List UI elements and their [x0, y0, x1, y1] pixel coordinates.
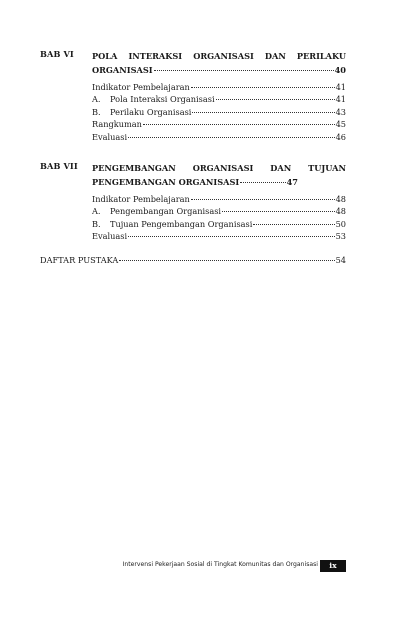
toc-entry[interactable]: [92, 93, 346, 105]
dot-leader: [128, 236, 335, 237]
entry-page-number: 54: [335, 255, 346, 265]
dot-leader: [191, 87, 335, 88]
toc-entry[interactable]: [92, 230, 346, 242]
entry-letter: B.: [92, 106, 101, 117]
title-word: INTERAKSI: [128, 51, 183, 61]
dot-leader: [222, 211, 335, 212]
chapter-label: BAB VII: [40, 161, 78, 171]
entry-page-number: 41: [335, 94, 346, 105]
entry-letter: B.: [92, 218, 101, 229]
entry-page-number: 48: [335, 206, 346, 217]
chapter-title[interactable]: [92, 49, 346, 77]
entry-page-number: 48: [335, 194, 346, 204]
entry-page-number: 53: [335, 231, 346, 242]
title-word: DAN: [264, 51, 286, 61]
dot-leader: [191, 199, 335, 200]
dot-leader: [128, 137, 335, 138]
dot-leader: [240, 182, 285, 183]
entry-text: Pola Interaksi Organisasi: [110, 94, 215, 105]
entry-page-number: 50: [335, 218, 346, 229]
dot-leader: [192, 112, 334, 113]
chapter-entries: [92, 193, 346, 243]
title-word: ORGANISASI: [192, 163, 254, 173]
entry-letter: A.: [92, 94, 101, 105]
title-continuation: ORGANISASI: [92, 65, 153, 75]
toc-entry-bibliography[interactable]: [40, 255, 346, 265]
chapter-page-number: 40: [334, 65, 346, 75]
chapter-entries: [92, 81, 346, 143]
dot-leader: [119, 260, 334, 261]
entry-text: DAFTAR PUSTAKA: [40, 255, 119, 265]
entry-text: Tujuan Pengembangan Organisasi: [110, 218, 253, 229]
entry-page-number: 46: [335, 131, 346, 142]
page-footer: [0, 560, 346, 572]
entry-text: Evaluasi: [92, 131, 128, 142]
chapter-title[interactable]: [92, 161, 346, 189]
entry-text: Perilaku Organisasi: [110, 106, 192, 117]
toc-entry[interactable]: [92, 218, 346, 230]
title-word: DAN: [270, 163, 292, 173]
toc-entry[interactable]: [92, 131, 346, 143]
entry-text: Indikator Pembelajaran: [92, 194, 190, 204]
toc-entry[interactable]: [92, 193, 346, 205]
entry-text: Rangkuman: [92, 119, 142, 130]
title-word: PENGEMBANGAN: [92, 163, 176, 173]
title-continuation: PENGEMBANGAN ORGANISASI: [92, 177, 240, 187]
toc-entry[interactable]: [92, 118, 346, 130]
dot-leader: [143, 124, 335, 125]
entry-page-number: 43: [335, 106, 346, 117]
title-word: PERILAKU: [296, 51, 346, 61]
footer-page-number: ix: [320, 560, 346, 572]
entry-page-number: 41: [335, 82, 346, 92]
title-word: POLA: [92, 51, 118, 61]
toc-entry[interactable]: [92, 81, 346, 93]
toc-entry[interactable]: [92, 205, 346, 217]
toc-entry[interactable]: [92, 106, 346, 118]
title-word: ORGANISASI: [193, 51, 254, 61]
dot-leader: [253, 224, 334, 225]
title-word: TUJUAN: [308, 163, 346, 173]
chapter-page-number: 47: [286, 177, 298, 187]
entry-page-number: 45: [335, 119, 346, 130]
entry-letter: A.: [92, 206, 101, 217]
entry-text: Evaluasi: [92, 231, 128, 242]
dot-leader: [216, 99, 335, 100]
dot-leader: [154, 70, 334, 71]
footer-book-title: Intervensi Pekerjaan Sosial di Tingkat Komunitas dan Organisasi: [122, 561, 318, 568]
entry-text: Indikator Pembelajaran: [92, 82, 190, 92]
chapter-label: BAB VI: [40, 49, 74, 59]
entry-text: Pengembangan Organisasi: [110, 206, 222, 217]
